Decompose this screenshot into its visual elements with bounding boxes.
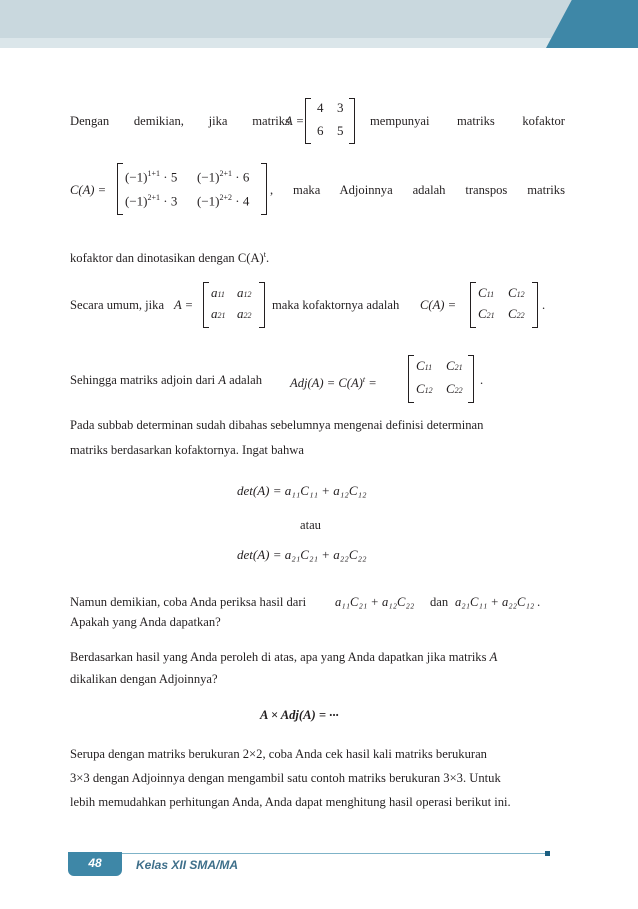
subscript: 12 bbox=[424, 386, 433, 395]
subscript: 21 bbox=[454, 363, 463, 372]
mat-cell: C bbox=[478, 306, 487, 321]
p7-expr2: a₂₁C₁₁ + a₂₂C₁₂ . bbox=[455, 595, 541, 609]
subscript: 21 bbox=[217, 311, 226, 320]
p5-A: A bbox=[218, 373, 227, 387]
matrix-cofactor-numeric bbox=[117, 163, 267, 215]
subscript: 22 bbox=[516, 311, 525, 320]
mat-cell: C bbox=[446, 381, 455, 396]
equals-sign: = bbox=[368, 376, 377, 391]
mat-cell: · 6 bbox=[235, 169, 250, 185]
p3-end: . bbox=[266, 251, 270, 266]
header-band-shadow bbox=[0, 0, 600, 38]
subscript: 12 bbox=[516, 290, 525, 299]
p9-line1: Serupa dengan matriks berukuran 2×2, coba Anda cek hasil kali matriks berukuran bbox=[70, 747, 487, 761]
p1-A-label: A = bbox=[285, 114, 305, 128]
p6-line1: Pada subbab determinan sudah dibahas sebelumnya mengenai definisi determinan bbox=[70, 418, 484, 432]
mat-cell: C bbox=[416, 358, 425, 373]
exponent: 2+1 bbox=[219, 169, 233, 178]
subscript: 12 bbox=[243, 290, 252, 299]
matrix-C-general bbox=[470, 282, 538, 328]
atau-text: atau bbox=[300, 518, 321, 532]
p7-expr1: a₁₁C₂₁ + a₁₂C₂₂ bbox=[335, 595, 415, 609]
p4-lead: Secara umum, jika bbox=[70, 298, 165, 312]
mat-cell: 6 bbox=[317, 123, 324, 138]
p2-tail: , maka Adjoinnya adalah transpos matriks bbox=[270, 183, 565, 197]
p4-A-label: A = bbox=[174, 298, 194, 312]
adj-expr: Adj(A) = C(A) bbox=[290, 376, 363, 391]
exponent: 1+1 bbox=[147, 169, 161, 178]
p9-line3: lebih memudahkan perhitungan Anda, Anda dapat menghitung hasil operasi berikut ini. bbox=[70, 795, 511, 809]
transpose-sup: t bbox=[362, 375, 366, 384]
mat-cell: · 4 bbox=[235, 193, 250, 209]
subscript: 22 bbox=[243, 311, 252, 320]
p2-lhs: C(A) = bbox=[70, 183, 107, 197]
p5-expr bbox=[290, 370, 410, 393]
subscript: 21 bbox=[486, 311, 495, 320]
mat-cell: 3 bbox=[337, 100, 344, 115]
p5-text bbox=[70, 370, 290, 390]
mat-cell: C bbox=[478, 285, 487, 300]
mat-cell: a bbox=[237, 285, 244, 300]
footer-square-icon bbox=[545, 851, 550, 856]
mat-cell: C bbox=[508, 306, 517, 321]
p7-line2: Apakah yang Anda dapatkan? bbox=[70, 615, 221, 629]
mat-cell: (−1) bbox=[125, 169, 148, 185]
mat-cell: (−1) bbox=[197, 169, 220, 185]
p8-line1 bbox=[70, 647, 570, 667]
exponent: 2+1 bbox=[147, 193, 161, 202]
matrix-A-general bbox=[203, 282, 265, 328]
p4-end: . bbox=[542, 298, 546, 312]
mat-cell: a bbox=[237, 306, 244, 321]
page-number: 48 bbox=[68, 852, 122, 876]
subscript: 22 bbox=[454, 386, 463, 395]
subscript: 11 bbox=[486, 290, 495, 299]
mat-cell: a bbox=[211, 306, 218, 321]
p4-mid: maka kofaktornya adalah bbox=[272, 298, 400, 312]
mat-cell: C bbox=[416, 381, 425, 396]
subscript: 11 bbox=[217, 290, 225, 299]
mat-cell: (−1) bbox=[197, 193, 220, 209]
det-equation-1: det(A) = a₁₁C₁₁ + a₁₂C₁₂ bbox=[237, 483, 367, 498]
exponent: 2+2 bbox=[219, 193, 233, 202]
mat-cell: · 3 bbox=[163, 193, 178, 209]
p3-text bbox=[70, 245, 570, 268]
book-title: Kelas XII SMA/MA bbox=[136, 858, 239, 872]
p3-main: kofaktor dan dinotasikan dengan C(A) bbox=[70, 251, 264, 266]
mat-cell: C bbox=[446, 358, 455, 373]
p8-A: A bbox=[489, 650, 498, 664]
mat-cell: · 5 bbox=[163, 169, 178, 185]
mat-cell: C bbox=[508, 285, 517, 300]
p5-lead: Sehingga matriks adjoin dari bbox=[70, 373, 216, 387]
p7-dan: dan bbox=[430, 595, 449, 609]
mat-cell: a bbox=[211, 285, 218, 300]
subscript: 11 bbox=[424, 363, 433, 372]
adj-product-equation: A × Adj(A) = ··· bbox=[260, 708, 339, 722]
mat-cell: 5 bbox=[337, 123, 344, 138]
p6-line2: matriks berdasarkan kofaktornya. Ingat bahwa bbox=[70, 443, 304, 457]
p1-text: Dengan demikian, jika matriks bbox=[70, 114, 290, 128]
p8-line2: dikalikan dengan Adjoinnya? bbox=[70, 672, 218, 686]
det-equation-2: det(A) = a₂₁C₂₁ + a₂₂C₂₂ bbox=[237, 547, 367, 562]
matrix-adjoint-general bbox=[408, 355, 474, 403]
p8-text: Berdasarkan hasil yang Anda peroleh di atas, apa yang Anda dapatkan jika matriks bbox=[70, 650, 487, 664]
mat-cell: (−1) bbox=[125, 193, 148, 209]
p5-end: . bbox=[480, 373, 484, 387]
transpose-sup: t bbox=[263, 250, 266, 259]
p4-C-label: C(A) = bbox=[420, 298, 457, 312]
p7-lead: Namun demikian, coba Anda periksa hasil dari bbox=[70, 595, 307, 609]
footer-rule bbox=[70, 853, 550, 854]
p5-tail: adalah bbox=[229, 373, 263, 387]
p9-line2: 3×3 dengan Adjoinnya dengan mengambil satu contoh matriks berukuran 3×3. Untuk bbox=[70, 771, 501, 785]
mat-cell: 4 bbox=[317, 100, 324, 115]
matrix-A-numeric bbox=[305, 98, 355, 144]
p1-tail: mempunyai matriks kofaktor bbox=[370, 114, 565, 128]
